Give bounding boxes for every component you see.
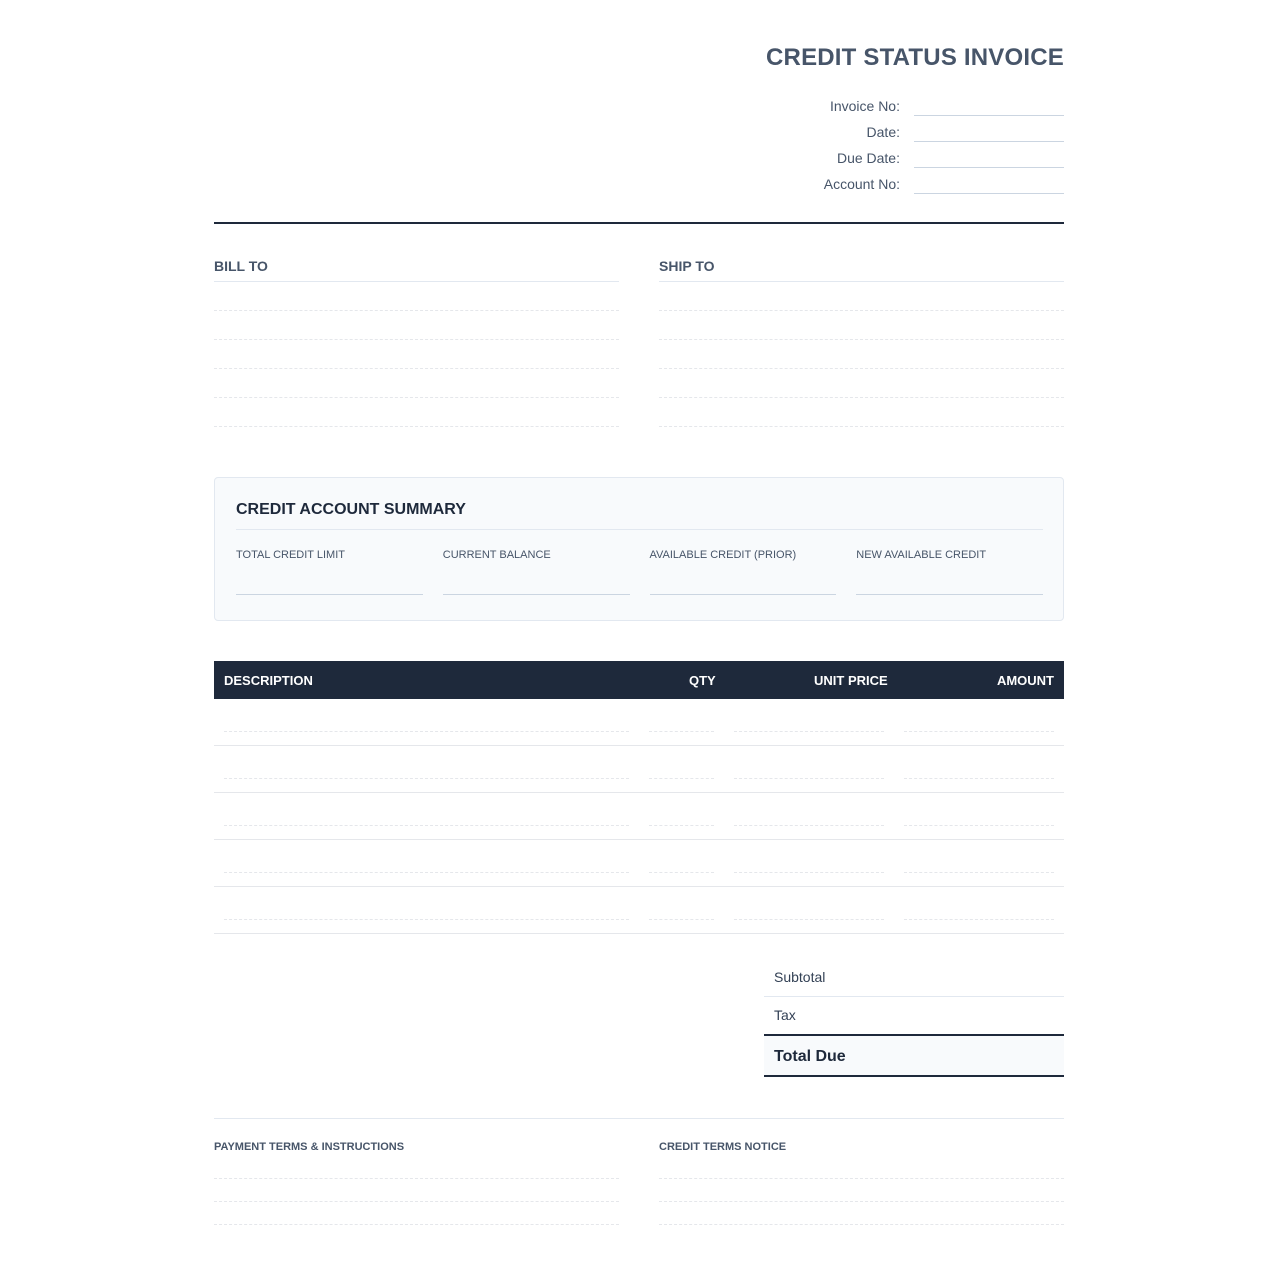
bill-to-line[interactable] bbox=[214, 369, 619, 398]
bill-to-line[interactable] bbox=[214, 311, 619, 340]
payment-terms-label: PAYMENT TERMS & INSTRUCTIONS bbox=[214, 1141, 405, 1153]
meta-row-account-no bbox=[764, 168, 1064, 194]
total-credit-limit bbox=[236, 548, 423, 595]
date-label: Date: bbox=[866, 124, 900, 140]
ship-to-section bbox=[659, 257, 1064, 427]
amount-cell[interactable] bbox=[904, 825, 1054, 826]
payment-terms-line[interactable] bbox=[214, 1179, 619, 1202]
description-cell[interactable] bbox=[224, 919, 629, 920]
current-balance-label: CURRENT BALANCE bbox=[442, 549, 551, 561]
total-credit-limit-label: TOTAL CREDIT LIMIT bbox=[236, 549, 345, 561]
totals-block bbox=[764, 959, 1064, 1077]
credit-terms-section bbox=[659, 1140, 1064, 1225]
credit-terms-line[interactable] bbox=[659, 1156, 1064, 1179]
qty-cell[interactable] bbox=[649, 731, 714, 732]
date-field[interactable] bbox=[914, 121, 1064, 142]
meta-row-due-date bbox=[764, 142, 1064, 168]
bill-to-label: BILL TO bbox=[214, 257, 619, 282]
amount-cell[interactable] bbox=[904, 778, 1054, 779]
description-cell[interactable] bbox=[224, 825, 629, 826]
invoice-no-label: Invoice No: bbox=[829, 98, 900, 114]
new-available-credit-label: NEW AVAILABLE CREDIT bbox=[856, 549, 987, 561]
ship-to-line[interactable] bbox=[659, 340, 1064, 369]
qty-cell[interactable] bbox=[649, 872, 714, 873]
description-cell[interactable] bbox=[224, 872, 629, 873]
table-header bbox=[214, 661, 1064, 699]
unit-price-cell[interactable] bbox=[734, 731, 884, 732]
due-date-field[interactable] bbox=[914, 147, 1064, 168]
unit-price-cell[interactable] bbox=[734, 872, 884, 873]
credit-terms-line[interactable] bbox=[659, 1202, 1064, 1225]
credit-account-summary bbox=[214, 477, 1064, 621]
total-due-label: Total Due bbox=[764, 1034, 1064, 1077]
col-amount: AMOUNT bbox=[996, 673, 1054, 688]
subtotal-label: Subtotal bbox=[764, 959, 1064, 997]
account-no-field[interactable] bbox=[914, 173, 1064, 194]
bill-to-line[interactable] bbox=[214, 282, 619, 311]
new-available-credit-field[interactable] bbox=[856, 564, 1043, 595]
description-cell[interactable] bbox=[224, 731, 629, 732]
invoice-no-field[interactable] bbox=[914, 95, 1064, 116]
amount-cell[interactable] bbox=[904, 731, 1054, 732]
header-divider bbox=[214, 222, 1064, 224]
table-row bbox=[214, 793, 1064, 840]
amount-cell[interactable] bbox=[904, 919, 1054, 920]
ship-to-line[interactable] bbox=[659, 311, 1064, 340]
new-available-credit bbox=[856, 548, 1043, 595]
ship-to-line[interactable] bbox=[659, 369, 1064, 398]
qty-cell[interactable] bbox=[649, 825, 714, 826]
due-date-label: Due Date: bbox=[836, 150, 900, 166]
col-description: DESCRIPTION bbox=[224, 673, 313, 688]
qty-cell[interactable] bbox=[649, 778, 714, 779]
col-unit-price: UNIT PRICE bbox=[814, 673, 888, 688]
bill-to-line[interactable] bbox=[214, 340, 619, 369]
meta-row-invoice-no bbox=[764, 90, 1064, 116]
table-row bbox=[214, 887, 1064, 934]
bill-to-section bbox=[214, 257, 619, 427]
invoice-title: CREDIT STATUS INVOICE bbox=[766, 44, 1064, 71]
line-items-table bbox=[214, 661, 1064, 934]
payment-terms-section bbox=[214, 1140, 619, 1225]
payment-terms-line[interactable] bbox=[214, 1202, 619, 1225]
amount-cell[interactable] bbox=[904, 872, 1054, 873]
table-row bbox=[214, 699, 1064, 746]
available-credit-prior-label: AVAILABLE CREDIT (PRIOR) bbox=[649, 549, 797, 561]
tax-label: Tax bbox=[774, 1007, 796, 1023]
col-qty: QTY bbox=[689, 673, 716, 688]
credit-terms-line[interactable] bbox=[659, 1179, 1064, 1202]
current-balance-field[interactable] bbox=[443, 564, 630, 595]
table-row bbox=[214, 746, 1064, 793]
ship-to-line[interactable] bbox=[659, 398, 1064, 427]
unit-price-cell[interactable] bbox=[734, 919, 884, 920]
available-credit-prior-field[interactable] bbox=[650, 564, 837, 595]
total-credit-limit-field[interactable] bbox=[236, 564, 423, 595]
description-cell[interactable] bbox=[224, 778, 629, 779]
footer-divider bbox=[214, 1118, 1064, 1119]
ship-to-label: SHIP TO bbox=[659, 257, 1064, 282]
credit-summary-title: CREDIT ACCOUNT SUMMARY bbox=[236, 501, 1043, 530]
ship-to-line[interactable] bbox=[659, 282, 1064, 311]
invoice-meta bbox=[764, 90, 1064, 194]
available-credit-prior bbox=[650, 548, 837, 595]
account-no-label: Account No: bbox=[823, 176, 900, 192]
meta-row-date bbox=[764, 116, 1064, 142]
unit-price-cell[interactable] bbox=[734, 825, 884, 826]
table-row bbox=[214, 840, 1064, 887]
payment-terms-line[interactable] bbox=[214, 1156, 619, 1179]
credit-summary-fields bbox=[236, 548, 1043, 595]
bill-to-line[interactable] bbox=[214, 398, 619, 427]
unit-price-cell[interactable] bbox=[734, 778, 884, 779]
qty-cell[interactable] bbox=[649, 919, 714, 920]
credit-terms-label: CREDIT TERMS NOTICE bbox=[659, 1141, 787, 1153]
current-balance bbox=[443, 548, 630, 595]
